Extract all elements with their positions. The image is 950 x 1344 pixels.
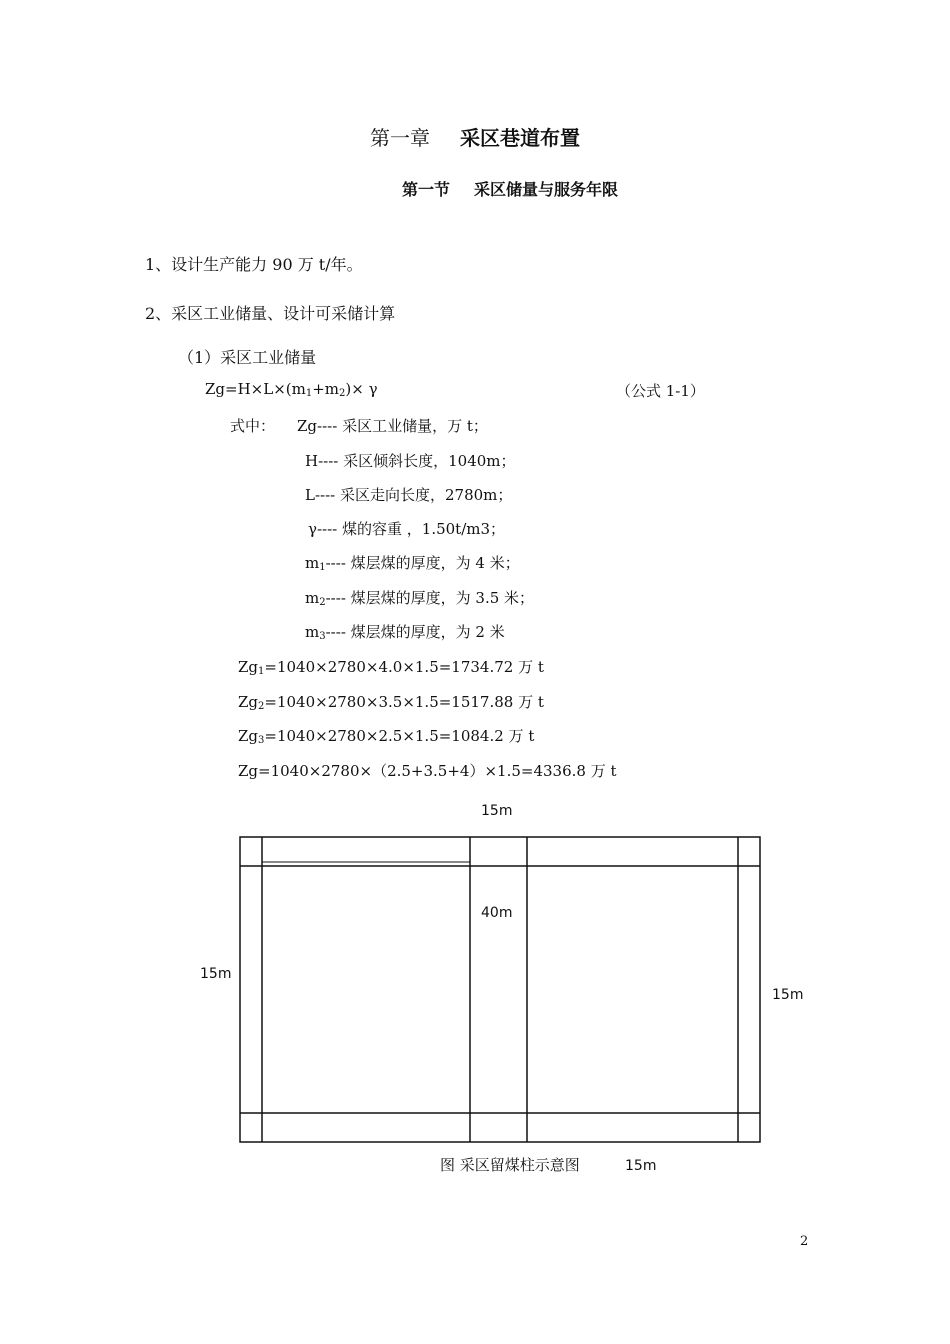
calc-zg2: $Zg_2=1040\times 2780\times 3.5\times 1.5=1517.88$ 万 t (238, 693, 544, 712)
where-intro: 式中： (230, 417, 276, 435)
def-zg: Zg---- 采区工业储量，万 t； (297, 417, 488, 435)
label-right: 15m (772, 987, 804, 1003)
item-2: 2、采区工业储量、设计可采储计算 (145, 304, 396, 323)
def-l: L---- 采区走向长度，2780m； (305, 486, 513, 504)
panel-outline (240, 837, 760, 1142)
item-1: 1、设计生产能力 90 万 t/年。 (145, 255, 363, 274)
calc-total: Zg=1040×2780×（2.5+3.5+4）×1.5=4336.8 万 t (238, 762, 617, 780)
chapter-title: 采区巷道布置 (460, 126, 580, 150)
chapter-number: 第一章 (370, 126, 430, 150)
formula: $Zg=H\times L\times(m_1+m_2)\times \gamma$ (205, 380, 378, 399)
def-m3: $m_3----$ 煤层煤的厚度，为 2 米 (305, 623, 505, 642)
label-top: 15m (481, 803, 513, 819)
calc-zg1: $Zg_1=1040\times 2780\times 4.0\times 1.5=1734.72$ 万 t (238, 658, 544, 677)
label-middle: 40m (481, 905, 513, 921)
section-number: 第一节 (401, 180, 450, 199)
formula-reference: （公式 1-1） (616, 382, 705, 400)
label-bottom: 15m (625, 1158, 657, 1174)
def-m2: $m_2----$ 煤层煤的厚度，为 3.5 米； (305, 589, 535, 608)
def-gamma: γ---- 煤的容重 ，1.50t/m3； (308, 520, 506, 538)
section-title: 采区储量与服务年限 (474, 180, 619, 199)
page-number: 2 (800, 1234, 809, 1249)
label-left: 15m (200, 966, 232, 982)
calc-zg3: $Zg_3=1040\times 2780\times 2.5\times 1.5=1084.2$ 万 t (238, 727, 535, 746)
figure-caption: 图 采区留煤柱示意图 (440, 1156, 580, 1174)
def-h: H---- 采区倾斜长度，1040m； (305, 452, 516, 470)
def-m1: $m_1----$ 煤层煤的厚度，为 4 米； (305, 554, 520, 573)
subheading-industrial-reserve: （1）采区工业储量 (178, 348, 317, 367)
